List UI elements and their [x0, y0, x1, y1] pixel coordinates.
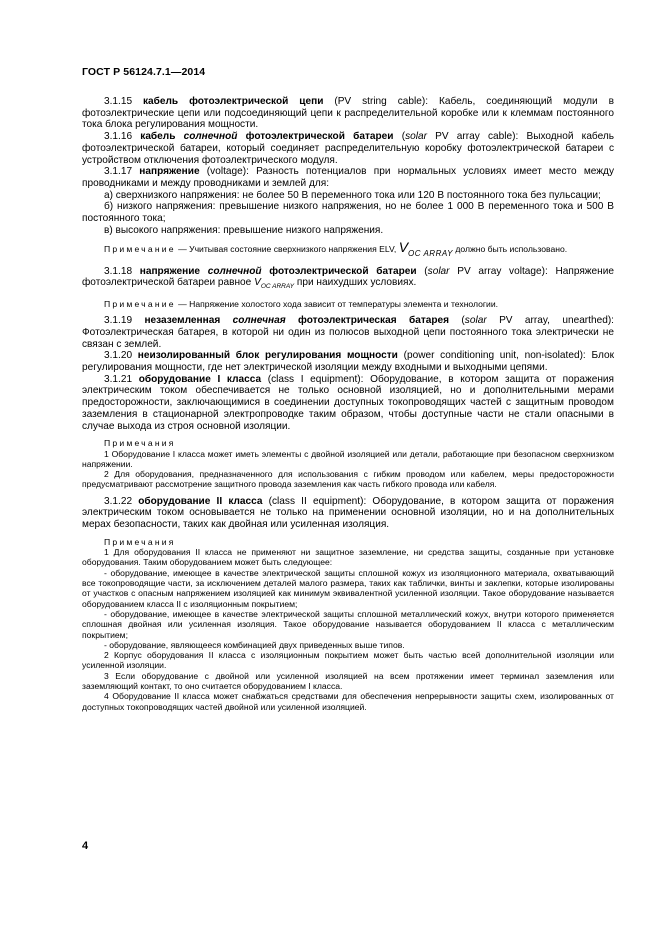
term-italic: солнечная — [232, 315, 286, 327]
note-item: 2 Корпус оборудования II класса с изоляционным покрытием может быть частью всей дополнительной изоляции или усиленной изоляции. — [82, 650, 614, 671]
page-content — [82, 96, 614, 712]
list-item-b: б) низкого напряжения: превышение низкого напряжения, но не более 1 000 В переменного тока и 500 В постоянного тока; — [82, 201, 614, 225]
term: оборудование II класса — [138, 495, 263, 507]
note-heading: Примечание — [104, 244, 176, 255]
definition: ( — [416, 265, 428, 277]
page-number: 4 — [82, 840, 89, 852]
clause-3-1-21 — [82, 374, 614, 433]
clause-number: 3.1.17 — [104, 166, 140, 178]
term-italic: солнечной — [207, 265, 262, 277]
list-item-c: в) высокого напряжения: превышение низкого напряжения. — [104, 224, 384, 236]
term-part: кабель — [140, 131, 184, 143]
note-2 — [82, 299, 614, 309]
definition-italic: solar — [427, 265, 450, 277]
definition: PV array, unearthed): Фотоэлектрическая батарея, в которой ни один из полюсов выходной цепи постоянного тока электрически не связан с землей. — [82, 315, 614, 350]
note-heading: Примечания — [104, 438, 176, 449]
definition: (power conditioning unit, non-isolated): Блок регулирования мощности, где нет электрической изоляции между входными и выходными цепями. — [82, 350, 615, 374]
definition: PV array voltage): Напряжение фотоэлектрической батареи равное — [82, 265, 614, 289]
definition: ( — [393, 131, 406, 143]
clause-3-1-19 — [82, 315, 614, 350]
voc-array-symbol — [254, 277, 295, 291]
clause-number: 3.1.16 — [104, 131, 141, 143]
term: оборудование I класса — [138, 373, 262, 385]
clause-3-1-17 — [82, 166, 614, 189]
definition: (class II equipment): Оборудование, в котором защита от поражения электрическим током основывается не только на применении основной изоляции, но и на дополнительных мерах безопасности, таких как двойная или усиленная изоляция. — [82, 495, 614, 531]
symbol-main: V — [254, 277, 261, 289]
term: неизолированный блок регулирования мощности — [137, 350, 398, 362]
term-part: напряжение — [139, 265, 208, 277]
note-item: 3 Если оборудование с двойной или усиленной изоляцией на всем протяжении имеет терминал заземления или заземляющий контакт, то оно считается оборудованием I класса. — [82, 670, 614, 692]
clause-3-1-18 — [82, 266, 614, 293]
term — [140, 131, 393, 142]
term-part: фотоэлектрической батареи — [261, 265, 417, 277]
definition: PV array cable): Выходной кабель фотоэлектрической батареи, который соединяет распределительную коробку фотоэлектрической батареи с устройством отключения фотоэлектрического модуля. — [82, 131, 615, 166]
note-text: должно быть использовано. — [452, 244, 568, 255]
definition: (voltage): Разность потенциалов при нормальных условиях имеет место между проводниками и между проводниками и землей для: — [82, 166, 614, 189]
notes-heading — [82, 537, 614, 547]
list-item-a: а) сверхнизкого напряжения: не более 50 В переменного тока или 120 В постоянного тока без пульсации; — [104, 189, 601, 201]
term-part: фотоэлектрической батареи — [237, 131, 394, 143]
note-dash-item: - оборудование, имеющее в качестве электрической защиты сплошной кожух из изоляционного материала, охватывающий все токопроводящие части, за исключением деталей малого размера, таких как таблички, винты и заклепки, которые изолированы от участков с опасным напряжением изоляцией как минимум эквивалентной усиленной изоляции. Такое оборудование называется оборудованием класса II с изоляционным покрытием; — [82, 567, 614, 609]
clause-3-1-20 — [82, 350, 614, 373]
term-part: незаземленная — [144, 315, 233, 327]
note-dash-item: - оборудование, имеющее в качестве электрической защиты сплошной металлический кожух, внутри которого применяется сплошная двойная или усиленная изоляция. Такое оборудование называется оборудованием II класса с металлическим покрытием; — [82, 608, 614, 640]
voc-array-symbol — [398, 239, 453, 259]
symbol-main: V — [398, 239, 409, 256]
definition: ( — [449, 315, 465, 327]
clause-number: 3.1.18 — [104, 265, 140, 277]
term-italic: солнечной — [183, 131, 238, 143]
symbol-subscript: OC ARRAY — [260, 283, 295, 291]
note-heading: Примечания — [104, 536, 176, 547]
clause-number: 3.1.15 — [104, 96, 143, 107]
clause-number: 3.1.20 — [104, 350, 138, 362]
note-item: 2 Для оборудования, предназначенного для использования с гибким проводом или кабелем, меры предосторожности предусматривают рассмотрение защитного провода заземления как часть гибкого провода или кабеля. — [82, 469, 614, 490]
note-dash-item: - оборудование, являющееся комбинацией двух приведенных выше типов. — [104, 639, 405, 650]
clause-3-1-22 — [82, 496, 614, 531]
symbol-subscript: OC ARRAY — [408, 249, 453, 259]
note-item: 1 Оборудование I класса может иметь элементы с двойной изоляцией или детали, работающие при безопасном сверхнизком напряжении. — [82, 448, 614, 469]
document-header: ГОСТ Р 56124.7.1—2014 — [82, 66, 206, 78]
definition-italic: solar — [464, 315, 487, 327]
note-text: — Напряжение холостого хода зависит от температуры элемента и технологии. — [175, 298, 499, 309]
clause-number: 3.1.21 — [104, 373, 139, 385]
note-heading: Примечание — [104, 298, 176, 309]
note-1 — [82, 239, 614, 259]
term: напряжение — [139, 166, 200, 178]
definition: при наихудших условиях. — [294, 277, 417, 289]
term — [144, 315, 449, 326]
clause-3-1-15 — [82, 96, 614, 131]
clause-number: 3.1.22 — [104, 495, 139, 507]
note-item: 4 Оборудование II класса может снабжаться средствами для обеспечения непрерывности защиты схем, изолированных от доступных токопроводящих частей двойной или усиленной изоляцией. — [82, 691, 614, 712]
definition: (class I equipment): Оборудование, в котором защита от поражения электрическим током обеспечивается не только основной изоляцией, но и дополнительными мерами предосторожности, заключающимися в соединении доступных токопроводящих частей с защитным проводом заземления в стационарной электропроводке таким образом, чтобы доступные части не стали опасными в случае выхода из строя основной изоляции. — [82, 373, 614, 432]
term: кабель фотоэлектрической цепи — [143, 96, 324, 107]
term — [140, 266, 417, 277]
clause-number: 3.1.19 — [104, 315, 145, 327]
definition: (PV string cable): Кабель, соединяющий модули в фотоэлектрические цепи или подсоединяющий цепи к распределительной коробке или к клеммам постоянного тока блока регулирования мощности. — [82, 96, 614, 131]
notes-heading — [82, 438, 614, 448]
term-part: фотоэлектрическая батарея — [285, 315, 450, 327]
note-item: 1 Для оборудования II класса не применяют ни защитное заземление, ни средства защиты, созданные при установке оборудования. Таким оборудованием может быть следующее: — [82, 547, 614, 568]
note-text: — Учитывая состояние сверхнизкого напряжения ELV, — [175, 244, 399, 255]
clause-3-1-16 — [82, 131, 614, 166]
definition-italic: solar — [405, 131, 427, 143]
